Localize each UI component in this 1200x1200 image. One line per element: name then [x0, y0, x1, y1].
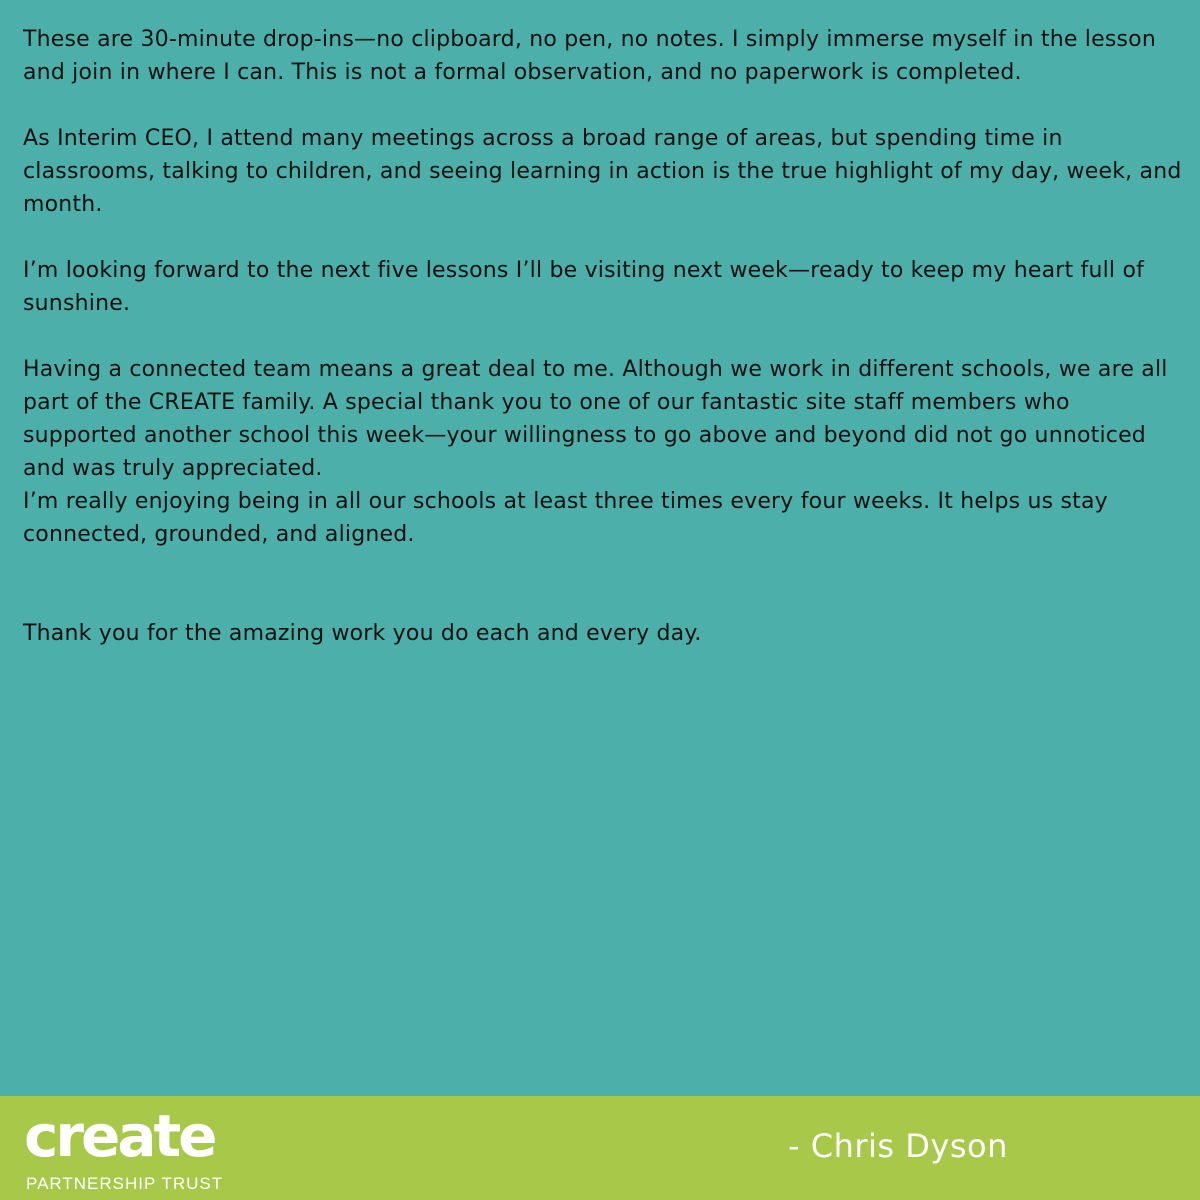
footer-band	[0, 1096, 1200, 1200]
paragraph-thank-you: Thank you for the amazing work you do each and every day.	[23, 621, 702, 646]
signature: - Chris Dyson	[788, 1127, 1008, 1165]
paragraph-next-lessons: I’m looking forward to the next five lessons I’ll be visiting next week—ready to keep my heart full of sunshine.	[23, 258, 1145, 316]
paragraph-drop-ins: These are 30-minute drop-ins—no clipboard, no pen, no notes. I simply immerse myself in the lesson and join in where I can. This is not a formal observation, and no paperwork is completed.	[23, 27, 1156, 85]
paragraph-interim-ceo: As Interim CEO, I attend many meetings across a broad range of areas, but spending time in classrooms, talking to children, and seeing learning in action is the true highlight of my day, week, and month.	[23, 126, 1182, 217]
paragraph-visiting-schools: I’m really enjoying being in all our schools at least three times every four weeks. It helps us stay connected, grounded, and aligned.	[23, 489, 1108, 547]
logo-subtitle: PARTNERSHIP TRUST	[26, 1174, 224, 1193]
create-logo	[24, 1104, 234, 1194]
paragraph-connected-team: Having a connected team means a great deal to me. Although we work in different schools, we are all part of the CREATE family. A special thank you to one of our fantastic site staff members who supported another school this week—your willingness to go above and beyond did not go unnoticed and was truly appreciated.	[23, 357, 1168, 481]
logo-wordmark: create	[24, 1102, 215, 1170]
message-body	[23, 23, 1188, 683]
